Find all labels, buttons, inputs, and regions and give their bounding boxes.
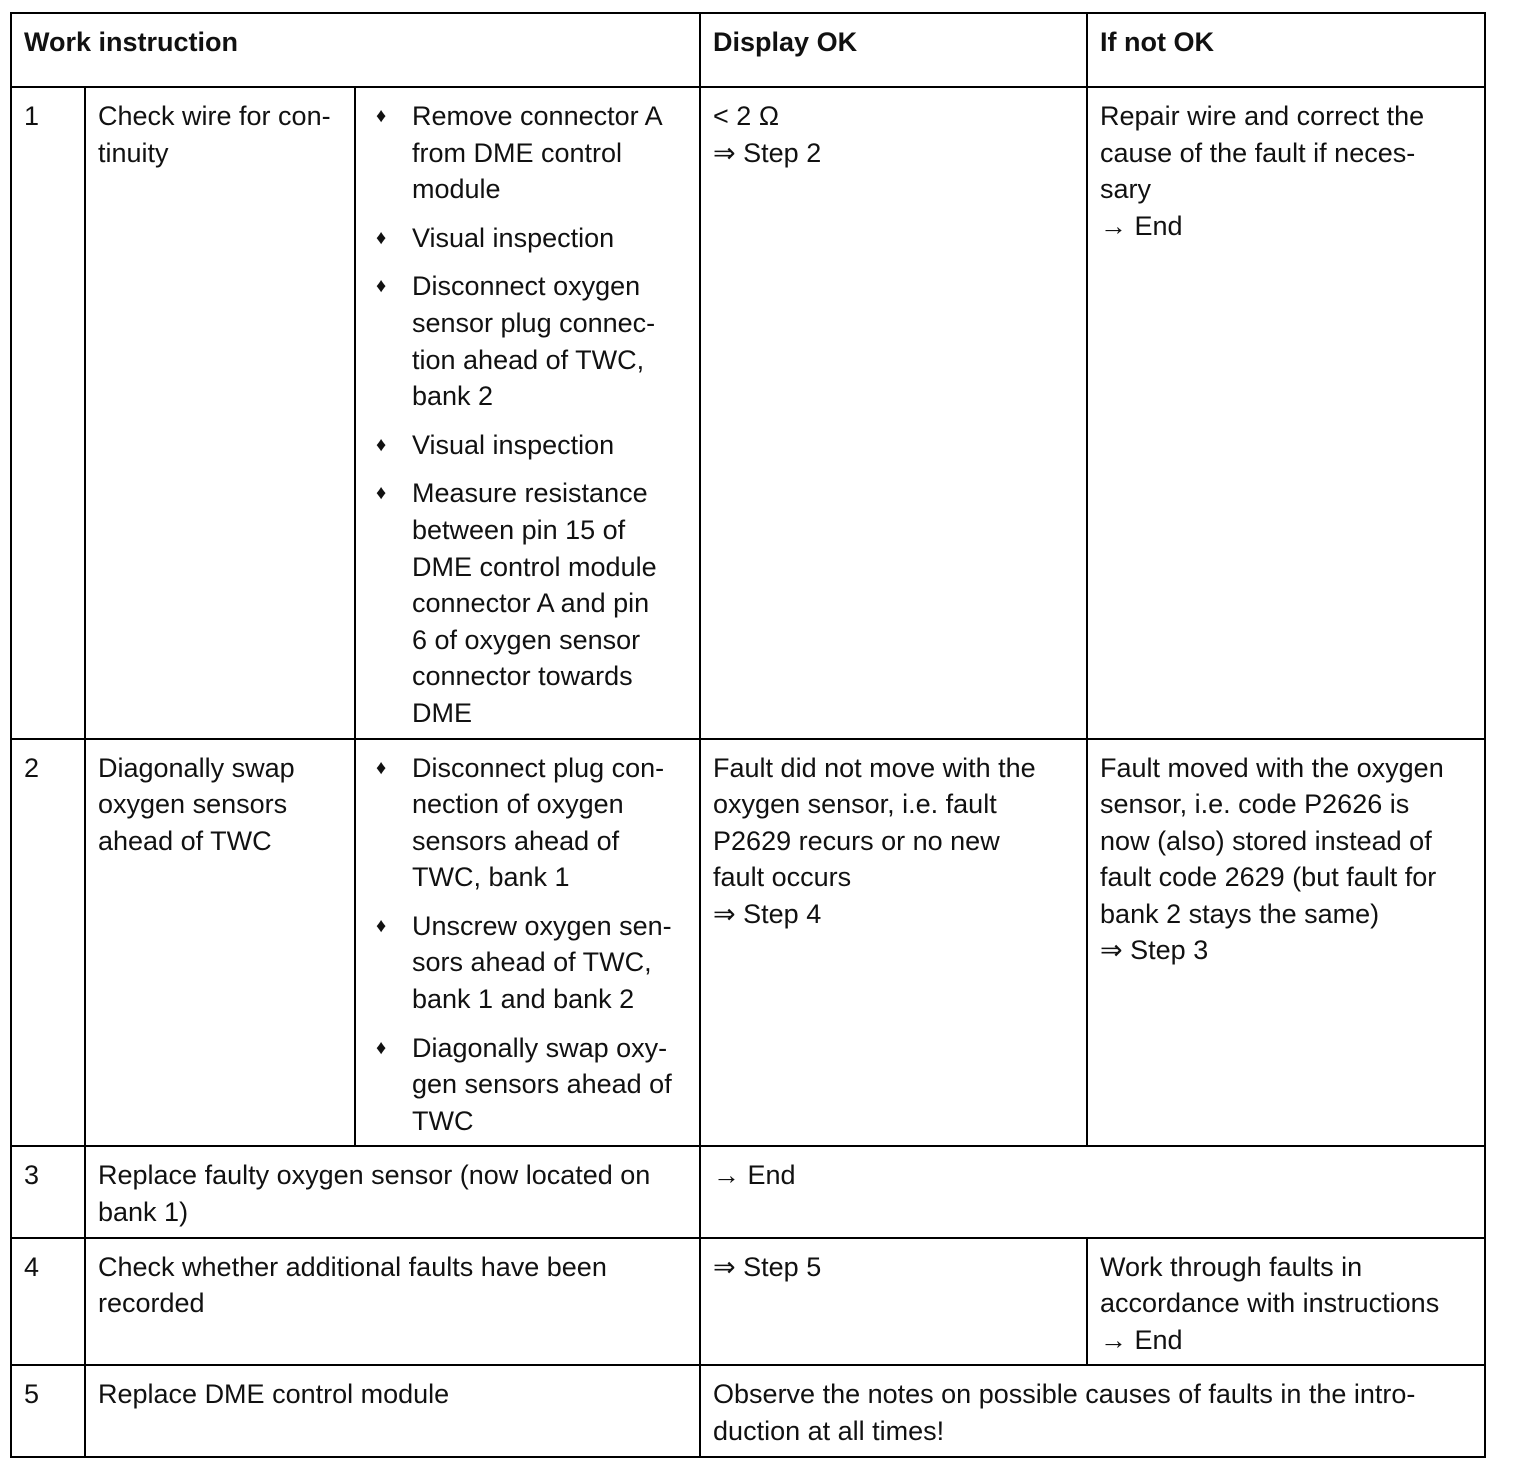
header-row xyxy=(11,13,1485,87)
text-line: Check whether additional faults have been xyxy=(98,1251,607,1282)
list-item-text xyxy=(412,1030,689,1140)
text-line: ⇒ Step 4 xyxy=(713,898,822,929)
text-line: connector towards xyxy=(412,661,633,692)
text-line: Observe the notes on possible causes of faults in the intro- xyxy=(713,1379,1416,1410)
step-substeps xyxy=(355,739,700,1147)
diamond-bullet-icon: ♦ xyxy=(376,275,387,298)
text-line: ahead of TWC xyxy=(98,825,272,856)
diamond-bullet-icon: ♦ xyxy=(376,433,387,456)
list-item xyxy=(368,98,689,208)
text-line: Measure resistance xyxy=(412,478,648,509)
display-ok-cell xyxy=(700,1146,1485,1237)
list-item xyxy=(368,220,689,257)
text-line: Disconnect oxygen xyxy=(412,271,641,302)
step-action xyxy=(85,87,355,739)
display-ok-text xyxy=(713,750,1076,933)
table-row xyxy=(11,1365,1485,1456)
work-instruction-page xyxy=(10,12,1486,1458)
text-line: ⇒ Step 3 xyxy=(1100,935,1209,966)
text-line: fault code 2629 (but fault for xyxy=(1100,862,1437,893)
text-line: Visual inspection xyxy=(412,222,615,253)
text-line: between pin 15 of xyxy=(412,514,626,545)
step-number: 2 xyxy=(11,739,85,1147)
text-line: oxygen sensor, i.e. fault xyxy=(713,789,997,820)
if-not-ok-text xyxy=(1100,98,1474,244)
header-if-not-ok-label: If not OK xyxy=(1100,27,1215,57)
text-line: < 2 Ω xyxy=(713,101,780,131)
text-line: Visual inspection xyxy=(412,429,615,460)
list-item xyxy=(368,475,689,731)
text-line: bank 2 xyxy=(412,381,494,412)
text-line: → End xyxy=(1100,1324,1183,1355)
text-line: Check wire for con- xyxy=(98,101,331,131)
text-line: tion ahead of TWC, xyxy=(412,344,645,375)
diamond-bullet-icon: ♦ xyxy=(376,105,387,127)
list-item xyxy=(368,908,689,1018)
display-ok-cell xyxy=(700,1238,1087,1366)
text-line: ⇒ Step 2 xyxy=(713,137,822,168)
display-ok-cell xyxy=(700,739,1087,1147)
text-line: sary xyxy=(1100,174,1152,205)
text-line: Work through faults in xyxy=(1100,1251,1363,1282)
display-ok-text xyxy=(713,98,1076,171)
diamond-bullet-icon: ♦ xyxy=(376,1036,387,1059)
text-line: sensor plug connec- xyxy=(412,307,656,338)
table-row xyxy=(11,739,1485,1147)
list-item-text xyxy=(412,220,689,257)
substep-list xyxy=(368,98,689,732)
text-line: Fault moved with the oxygen xyxy=(1100,752,1444,783)
text-line: now (also) stored instead of xyxy=(1100,825,1432,856)
text-line: DME xyxy=(412,697,472,728)
list-item xyxy=(368,268,689,414)
step-action xyxy=(85,1146,700,1237)
text-line: tinuity xyxy=(98,137,169,168)
text-line: 6 of oxygen sensor xyxy=(412,624,641,655)
text-line: sensor, i.e. code P2626 is xyxy=(1100,789,1410,820)
step-action-text xyxy=(98,1376,689,1413)
header-work-instruction-label: Work instruction xyxy=(24,27,239,57)
work-instruction-table xyxy=(10,12,1486,1458)
text-line: Disconnect plug con- xyxy=(412,752,665,783)
step-substeps xyxy=(355,87,700,739)
text-line: Diagonally swap xyxy=(98,752,295,783)
substep-list xyxy=(368,750,689,1140)
text-line: Unscrew oxygen sen- xyxy=(412,910,672,941)
list-item-text xyxy=(412,427,689,464)
if-not-ok-cell xyxy=(1087,87,1485,739)
list-item xyxy=(368,1030,689,1140)
table-row xyxy=(11,1238,1485,1366)
list-item-text xyxy=(412,98,689,208)
text-line: Fault did not move with the xyxy=(713,752,1036,783)
step-number: 4 xyxy=(11,1238,85,1366)
text-line: → End xyxy=(713,1160,796,1191)
text-line: P2629 recurs or no new xyxy=(713,825,1000,856)
text-line: from DME control xyxy=(412,137,623,168)
list-item-text xyxy=(412,475,689,731)
list-item-text xyxy=(412,268,689,414)
text-line: TWC, bank 1 xyxy=(412,862,570,893)
text-line: TWC xyxy=(412,1105,474,1136)
text-line: gen sensors ahead of xyxy=(412,1069,672,1100)
list-item-text xyxy=(412,908,689,1018)
step-action-text xyxy=(98,98,344,171)
step-action-text xyxy=(98,750,344,860)
display-ok-cell xyxy=(700,1365,1485,1456)
text-line: sensors ahead of xyxy=(412,825,620,856)
text-line: connector A and pin xyxy=(412,588,650,619)
if-not-ok-text xyxy=(1100,750,1474,970)
text-line: bank 2 stays the same) xyxy=(1100,898,1380,929)
step-number: 1 xyxy=(11,87,85,739)
text-line: ⇒ Step 5 xyxy=(713,1251,822,1282)
text-line: Replace DME control module xyxy=(98,1379,450,1410)
text-line: → End xyxy=(1100,210,1183,241)
step-action xyxy=(85,1238,700,1366)
list-item xyxy=(368,427,689,464)
text-line: Repair wire and correct the xyxy=(1100,101,1425,131)
list-item xyxy=(368,750,689,896)
text-line: accordance with instructions xyxy=(1100,1288,1440,1319)
header-if-not-ok xyxy=(1087,13,1485,87)
text-line: Diagonally swap oxy- xyxy=(412,1032,668,1063)
header-display-ok-label: Display OK xyxy=(713,27,858,57)
text-line: module xyxy=(412,174,501,205)
header-work-instruction xyxy=(11,13,700,87)
header-display-ok xyxy=(700,13,1087,87)
text-line: duction at all times! xyxy=(713,1416,945,1446)
table-row xyxy=(11,87,1485,739)
text-line: DME control module xyxy=(412,551,657,582)
diamond-bullet-icon: ♦ xyxy=(376,914,387,937)
step-number: 5 xyxy=(11,1365,85,1456)
text-line: Replace faulty oxygen sensor (now located on xyxy=(98,1160,651,1191)
step-action-text xyxy=(98,1157,689,1230)
step-action xyxy=(85,739,355,1147)
text-line: nection of oxygen xyxy=(412,789,624,820)
if-not-ok-cell xyxy=(1087,1238,1485,1366)
text-line: sors ahead of TWC, xyxy=(412,947,652,978)
diamond-bullet-icon: ♦ xyxy=(376,756,387,779)
table-row xyxy=(11,1146,1485,1237)
text-line: bank 1) xyxy=(98,1197,189,1228)
text-line: oxygen sensors xyxy=(98,789,288,820)
step-action xyxy=(85,1365,700,1456)
text-line: Remove connector A xyxy=(412,101,663,131)
display-ok-text xyxy=(713,1376,1474,1449)
display-ok-cell xyxy=(700,87,1087,739)
if-not-ok-cell xyxy=(1087,739,1485,1147)
display-ok-text xyxy=(713,1249,1076,1286)
text-line: cause of the fault if neces- xyxy=(1100,137,1416,168)
text-line: bank 1 and bank 2 xyxy=(412,984,635,1015)
step-number: 3 xyxy=(11,1146,85,1237)
diamond-bullet-icon: ♦ xyxy=(376,226,387,249)
text-line: recorded xyxy=(98,1288,205,1319)
text-line: fault occurs xyxy=(713,862,852,893)
diamond-bullet-icon: ♦ xyxy=(376,482,387,505)
list-item-text xyxy=(412,750,689,896)
step-action-text xyxy=(98,1249,689,1322)
display-ok-text xyxy=(713,1157,1474,1194)
if-not-ok-text xyxy=(1100,1249,1474,1359)
